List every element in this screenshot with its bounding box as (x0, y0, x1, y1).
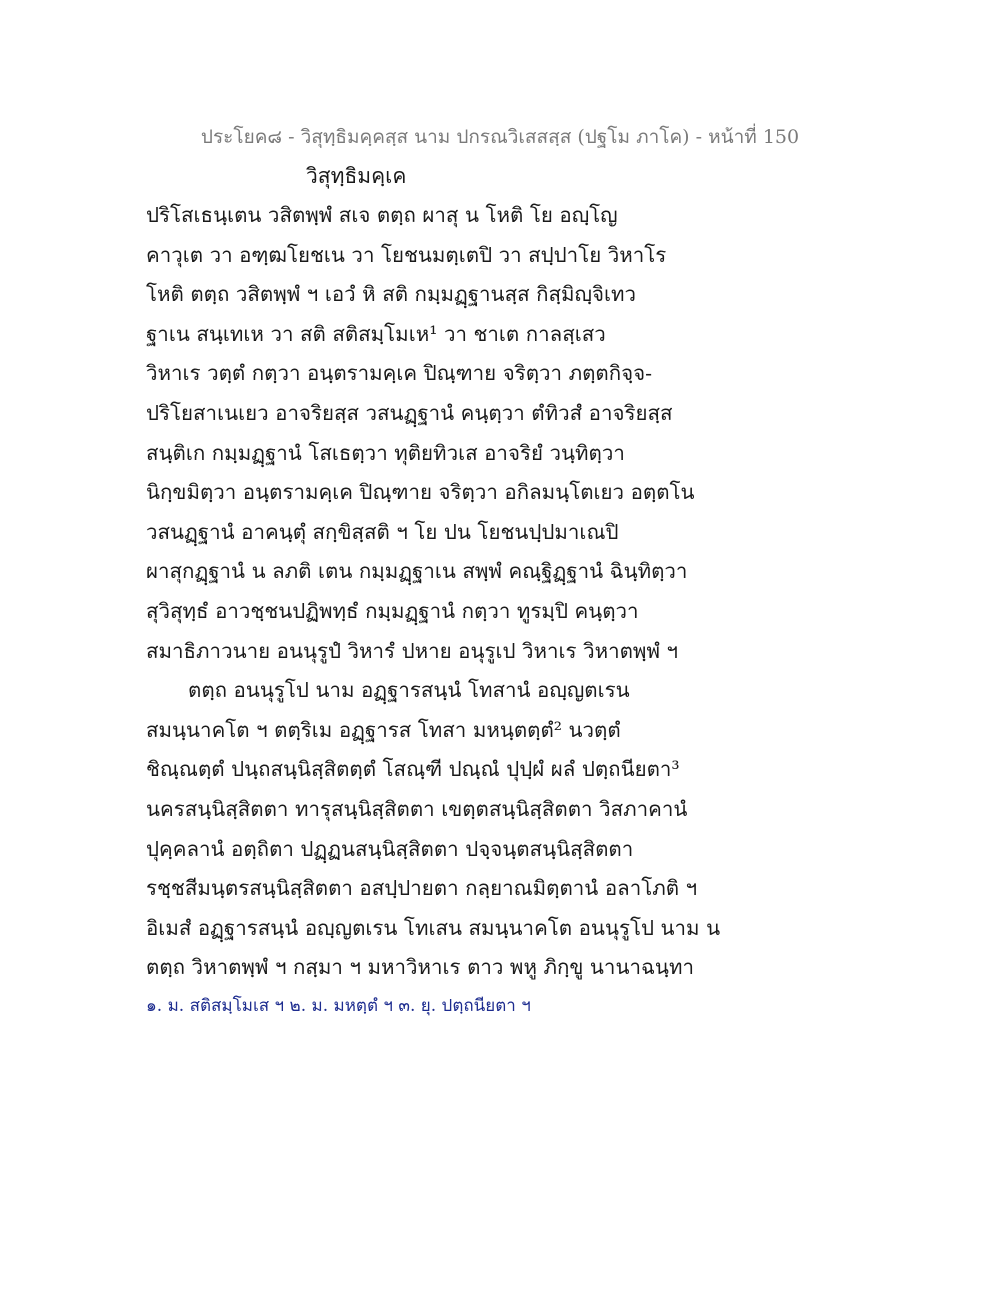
text-line: ปริโสเธนฺเตน วสิตพฺพํ สเจ ตตฺถ ผาสุ น โหติ โย อญฺโญ (146, 203, 618, 227)
text-line: ปุคฺคลานํ อตฺถิตา ปฏฺฏนสนฺนิสฺสิตตา ปจฺจนฺตสนฺนิสฺสิตตา (146, 836, 634, 861)
text-line: สมาธิภาวนาย อนนุรูปํ วิหารํ ปหาย อนุรูเป วิหาเร วิหาตพฺพํ ฯ (146, 638, 678, 663)
text-line: ปริโยสาเนเยว อาจริยสฺส วสนฏฺฐานํ คนฺตฺวา ตํทิวสํ อาจริยสฺส (146, 400, 673, 425)
text-line: สุวิสุทฺธํ อาวชฺชนปฏิพทฺธํ กมฺมฏฺฐานํ กตฺวา ทูรมฺปิ คนฺตฺวา (146, 598, 639, 623)
text-line: วิหาเร วตฺตํ กตฺวา อนฺตรามคฺเค ปิณฺฑาย จริตฺวา ภตฺตกิจฺจ- (146, 361, 653, 386)
footnotes: ๑. ม. สติสมฺโมเส ฯ ๒. ม. มหตฺตํ ฯ ๓. ยุ. ปตฺถนียตา ฯ (146, 996, 531, 1016)
text-line: นครสนฺนิสฺสิตตา ทารุสนฺนิสฺสิตตา เขตฺตสนฺนิสฺสิตตา วิสภาคานํ (146, 796, 688, 821)
text-line: โหติ ตตฺถ วสิตพฺพํ ฯ เอวํ หิ สติ กมฺมฏฺฐานสฺส กิสฺมิญฺจิเทว (146, 282, 637, 307)
running-header: ประโยค๘ - วิสุทฺธิมคฺคสฺส นาม ปกรณวิเสสสฺส (ปฐโม ภาโค) - หน้าที่ 150 (200, 126, 800, 148)
text-line: ผาสุกฏฺฐานํ น ลภติ เตน กมฺมฏฺฐาเน สพฺพํ คณฺฐิฏฺฐานํ ฉินฺทิตฺวา (146, 559, 688, 584)
text-line: สมนฺนาคโต ฯ ตตฺริเม อฏฺฐารส โทสา มหนฺตตฺตํ² นวตฺตํ (146, 717, 621, 742)
paragraph-start-line: ตตฺถ อนนุรูโป นาม อฏฺฐารสนฺนํ โทสานํ อญฺญตเรน (188, 678, 630, 703)
text-line: นิกฺขมิตฺวา อนฺตรามคฺเค ปิณฺฑาย จริตฺวา อกิลมนฺโตเยว อตฺตโน (146, 480, 695, 505)
body-text (146, 196, 726, 988)
text-line: สนฺติเก กมฺมฏฺฐานํ โสเธตฺวา ทุติยทิวเส อาจริยํ วนฺทิตฺวา (146, 440, 625, 465)
text-line: ตตฺถ วิหาตพฺพํ ฯ กสฺมา ฯ มหาวิหาเร ตาว พหู ภิกฺขู นานาฉนฺทา (146, 955, 694, 980)
text-line: วสนฏฺฐานํ อาคนฺตุํ สกฺขิสฺสติ ฯ โย ปน โยชนปฺปมาเณปิ (146, 519, 619, 544)
text-line: คาวุเต วา อฑฺฒโยชเน วา โยชนมตฺเตปิ วา สปฺปาโย วิหาโร (146, 242, 667, 267)
text-line: อิเมสํ อฏฺฐารสนฺนํ อญฺญตเรน โทเสน สมนฺนาคโต อนนุรูโป นาม น (146, 915, 721, 940)
text-line: รชฺชสีมนฺตรสนฺนิสฺสิตตา อสปฺปายตา กลฺยาณมิตฺตานํ อลาโภติ ฯ (146, 876, 698, 901)
chapter-title: วิสุทฺธิมคฺเค (306, 164, 407, 188)
text-line: ฐาเน สนฺเทเห วา สติ สติสมฺโมเห¹ วา ชาเต กาลสฺเสว (146, 321, 606, 346)
text-line: ชิณฺณตฺตํ ปนฺถสนฺนิสฺสิตตฺตํ โสณฺฑี ปณฺณํ ปุปฺผํ ผลํ ปตฺถนียตา³ (146, 757, 680, 782)
